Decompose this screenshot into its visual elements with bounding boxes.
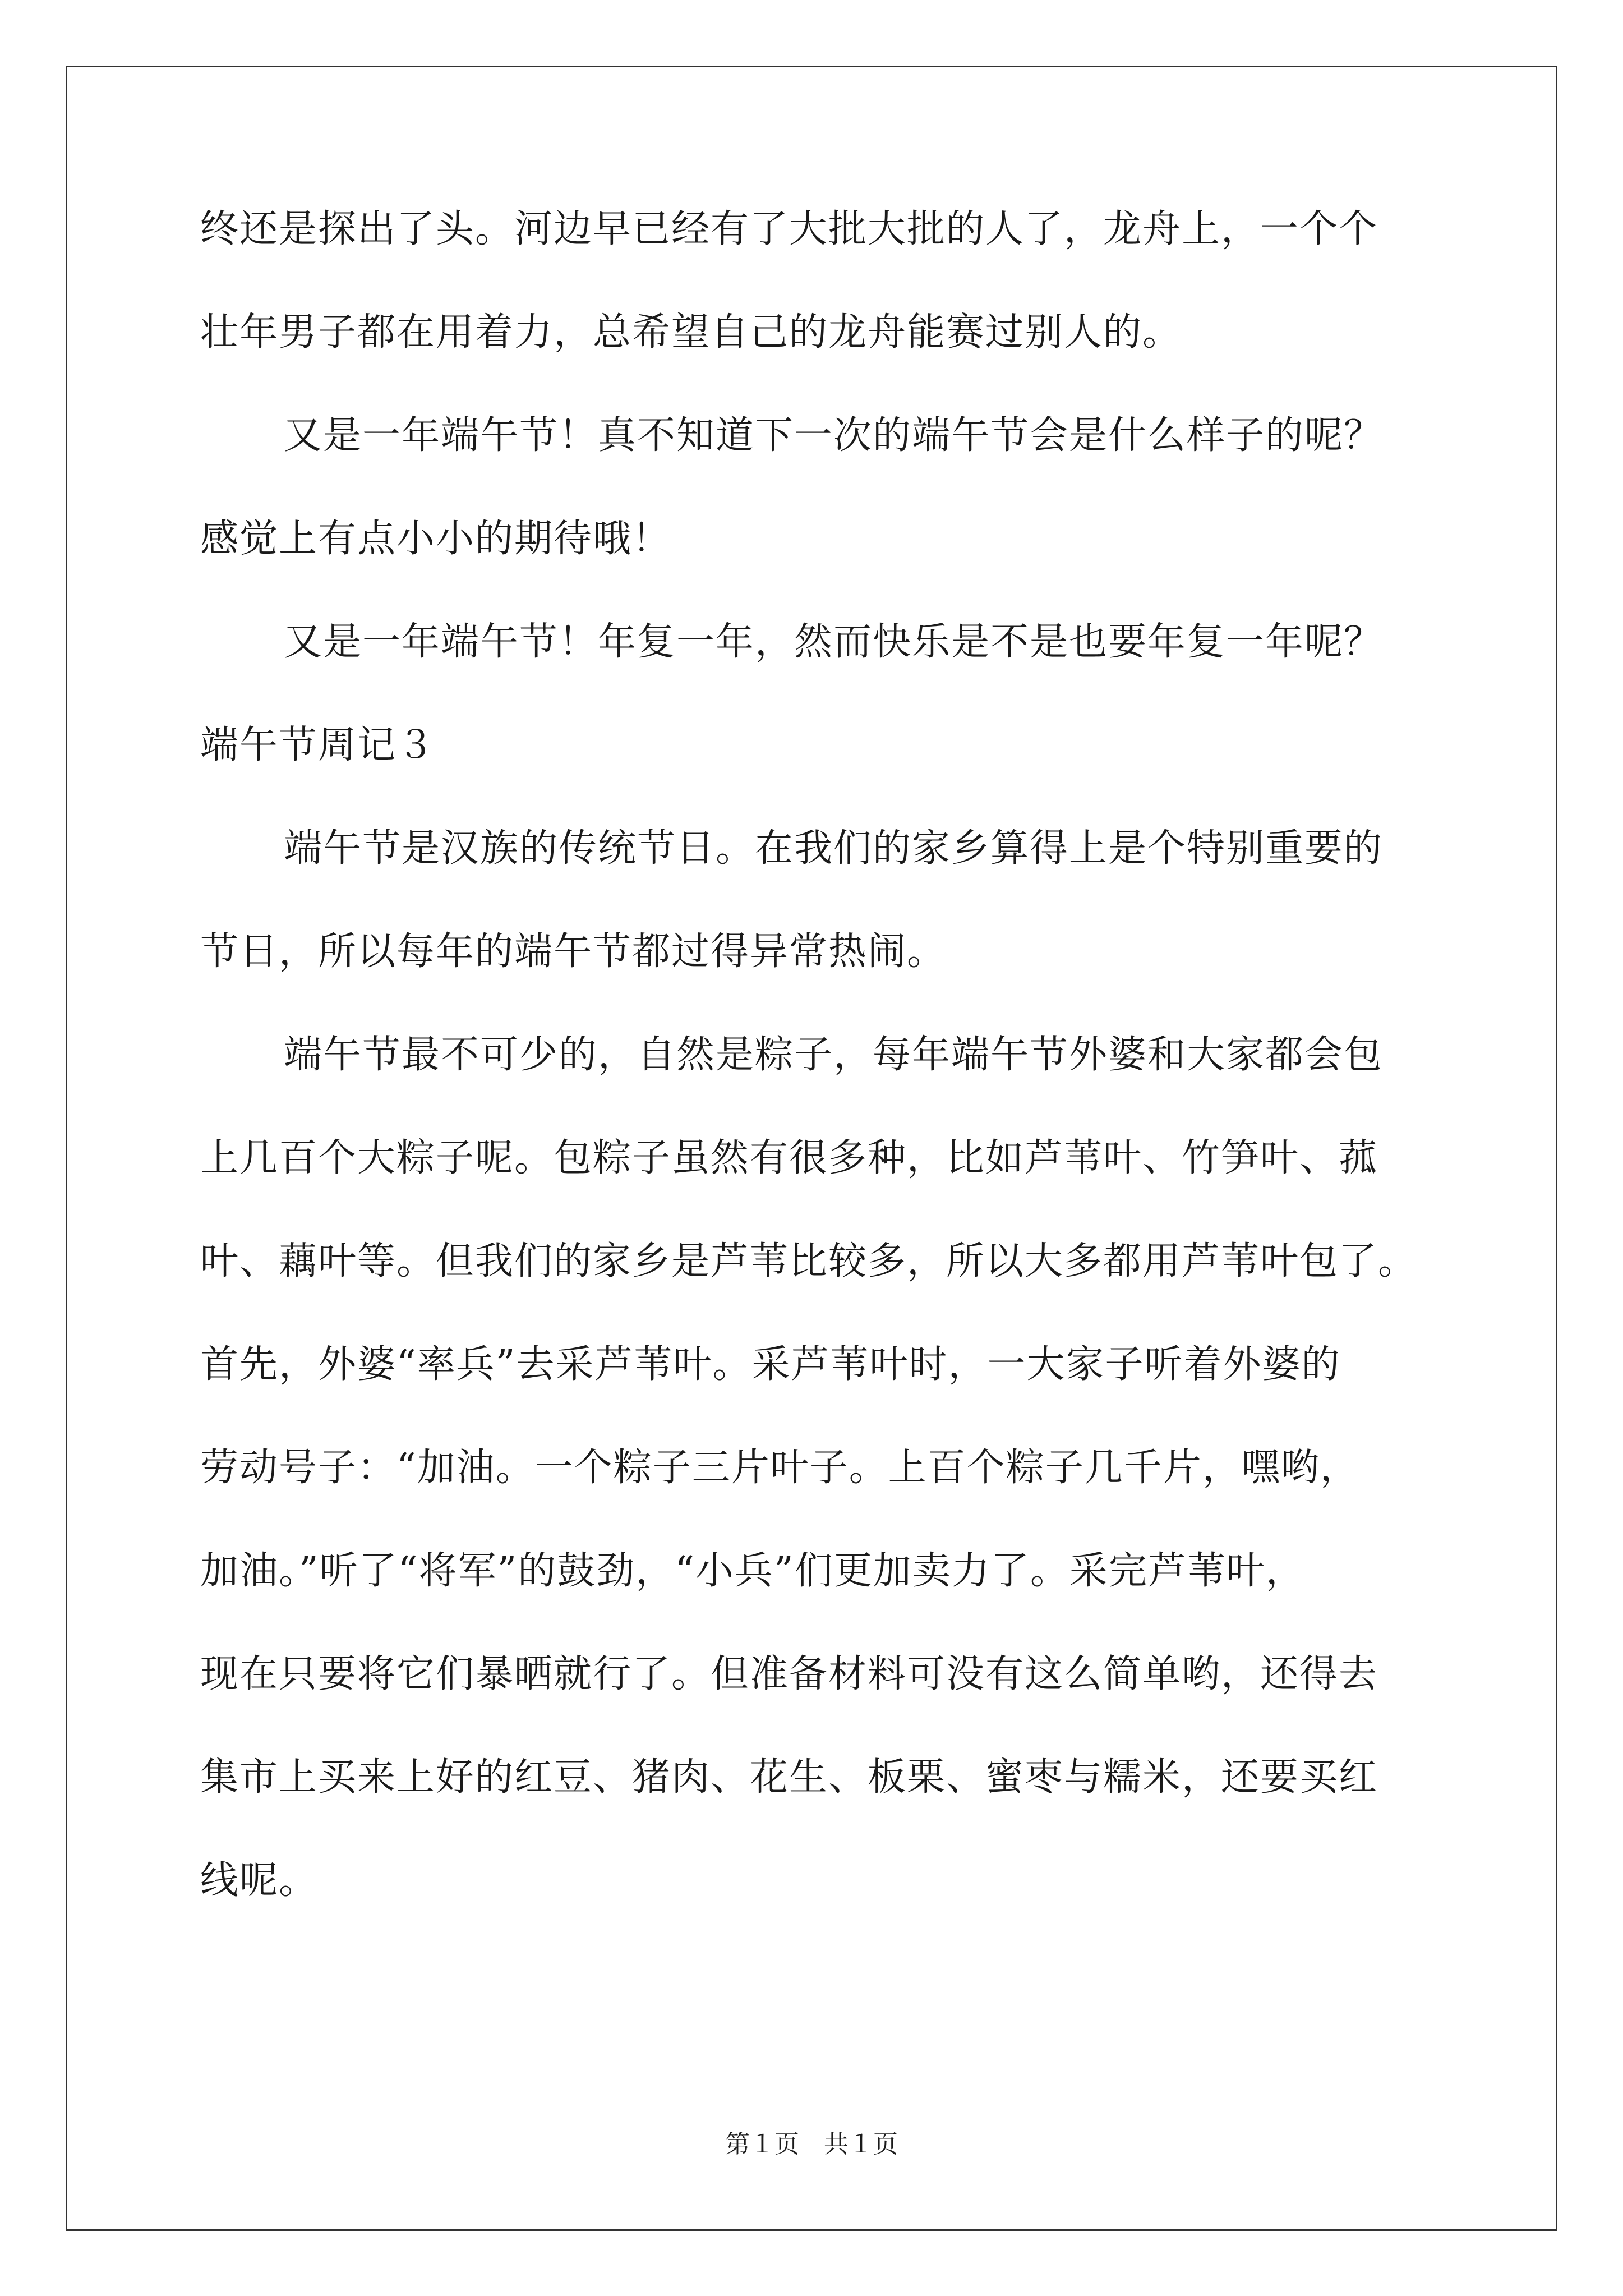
text-line: 端午节最不可少的，自然是粽子，每年端午节外婆和大家都会包	[284, 1033, 1384, 1077]
text-line: 劳动号子：“加油。一个粽子三片叶子。上百个粽子几千片，嘿哟，	[200, 1446, 1359, 1490]
text-line: 首先，外婆“率兵”去采芦苇叶。采芦苇叶时，一大家子听着外婆的	[200, 1342, 1341, 1387]
text-line: 又是一年端午节！真不知道下一次的端午节会是什么样子的呢？	[284, 413, 1384, 458]
text-line: 线呢。	[200, 1858, 319, 1903]
text-line: 加油。”听了“将军”的鼓劲，“小兵”们更加卖力了。采完芦苇叶，	[200, 1549, 1305, 1593]
text-line: 端午节是汉族的传统节日。在我们的家乡算得上是个特别重要的	[284, 826, 1384, 871]
text-line: 集市上买来上好的红豆、猪肉、花生、板栗、蜜枣与糯米，还要买红	[200, 1755, 1378, 1800]
text-line: 上几百个大粽子呢。包粽子虽然有很多种，比如芦苇叶、竹笋叶、菰	[200, 1136, 1378, 1180]
document-body	[200, 207, 1434, 1903]
text-line: 现在只要将它们暴晒就行了。但准备材料可没有这么简单哟，还得去	[200, 1652, 1378, 1696]
text-line: 壮年男子都在用着力，总希望自己的龙舟能赛过别人的。	[200, 310, 1182, 355]
page-footer: 第１页 共１页	[725, 2130, 898, 2159]
text-line: 感觉上有点小小的期待哦！	[200, 517, 672, 561]
text-line: 又是一年端午节！年复一年，然而快乐是不是也要年复一年呢？	[284, 620, 1384, 664]
text-line: 节日，所以每年的端午节都过得异常热闹。	[200, 930, 947, 974]
text-line: 终还是探出了头。河边早已经有了大批大批的人了，龙舟上，一个个	[200, 207, 1378, 251]
text-line: 叶、藕叶等。但我们的家乡是芦苇比较多，所以大多都用芦苇叶包了。	[200, 1239, 1418, 1283]
text-line: 端午节周记３	[200, 723, 436, 767]
